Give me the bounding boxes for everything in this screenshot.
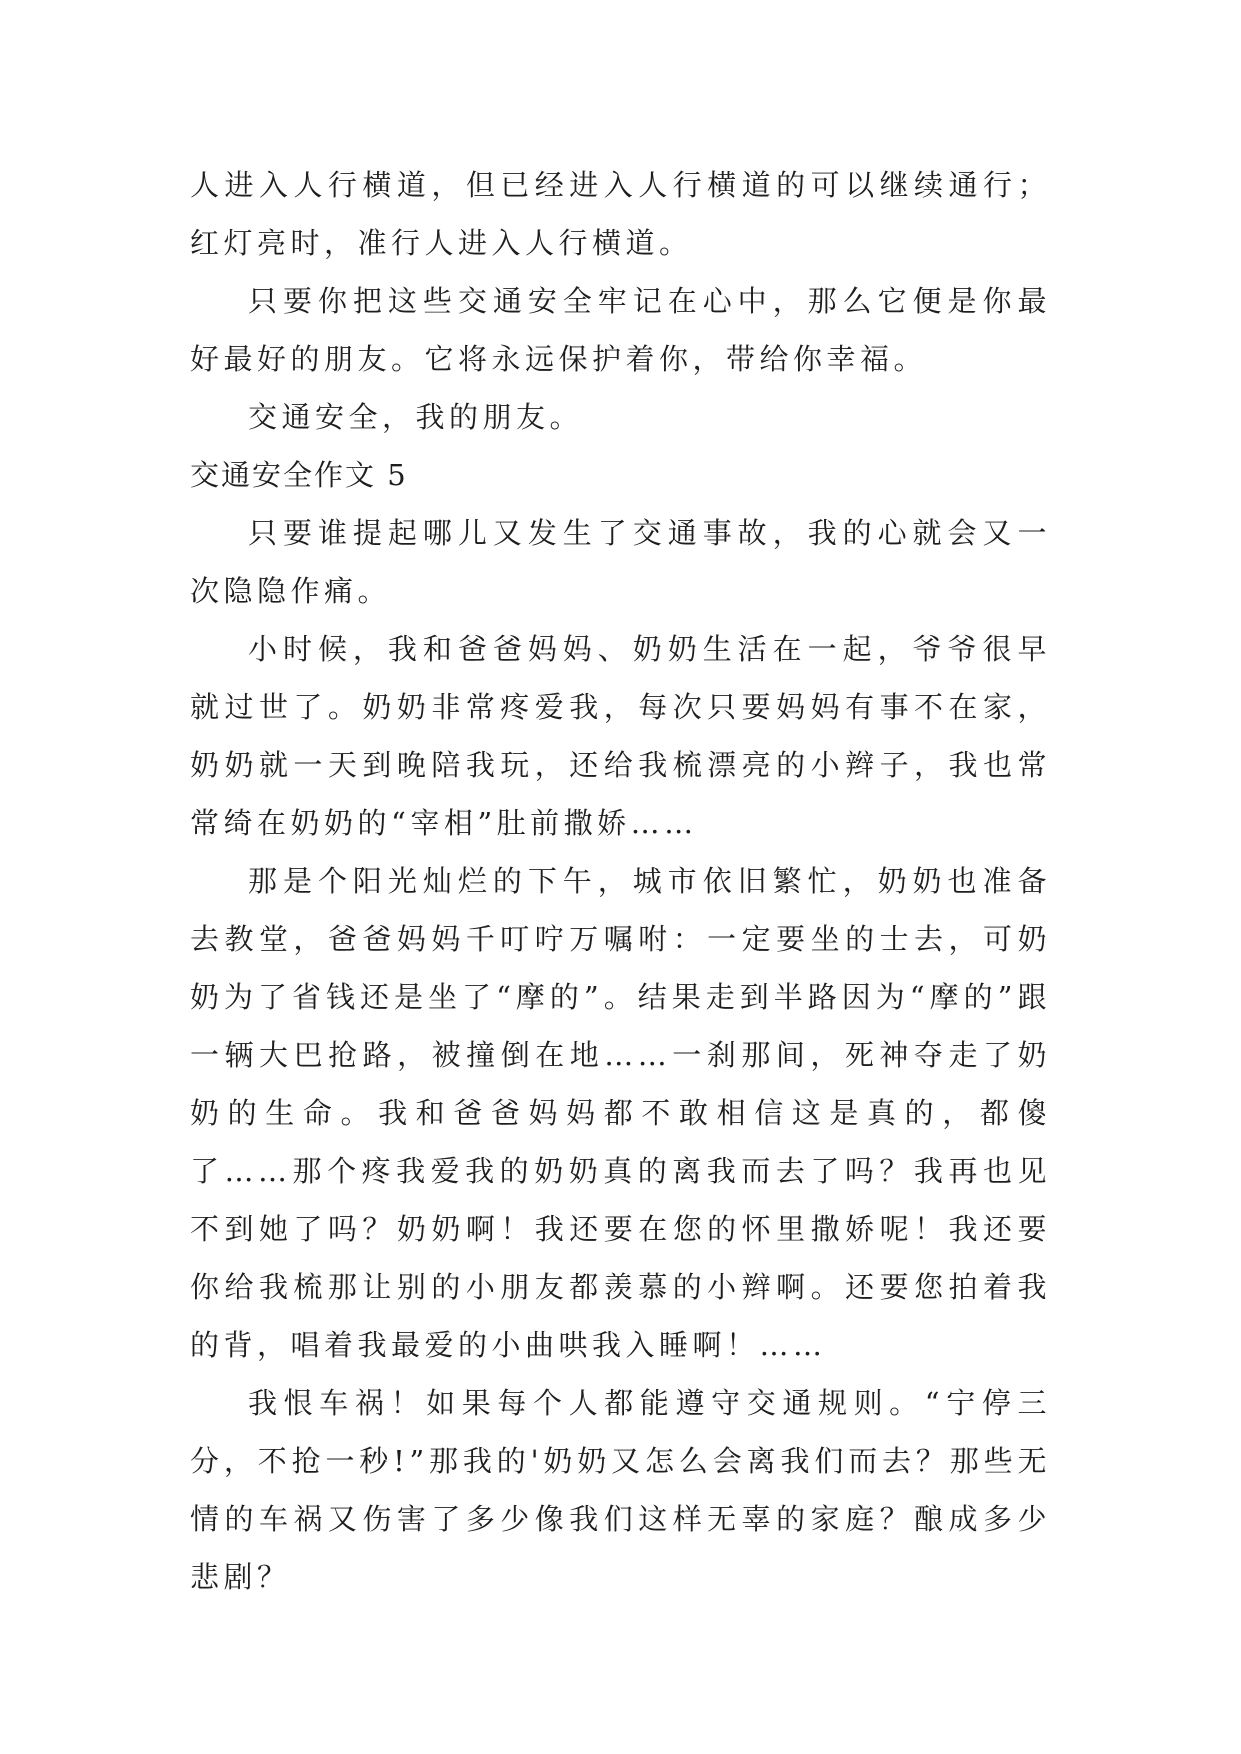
paragraph: 小时候，我和爸爸妈妈、奶奶生活在一起，爷爷很早就过世了。奶奶非常疼爱我，每次只要妈妈有事不在家，奶奶就一天到晚陪我玩，还给我梳漂亮的小辫子，我也常常绮在奶奶的“宰相”肚前撒娇……: [190, 632, 1051, 840]
paragraph: 我恨车祸！如果每个人都能遵守交通规则。“宁停三分，不抢一秒!”那我的'奶奶又怎么会离我们而去？那些无情的车祸又伤害了多少像我们这样无辜的家庭？酿成多少悲剧？: [190, 1386, 1051, 1594]
paragraph: 只要你把这些交通安全牢记在心中，那么它便是你最好最好的朋友。它将永远保护着你，带给你幸福。: [190, 284, 1051, 376]
paragraph: 交通安全，我的朋友。: [248, 400, 584, 434]
section-heading: 交通安全作文 5: [190, 458, 408, 492]
paragraph: 那是个阳光灿烂的下午，城市依旧繁忙，奶奶也准备去教堂，爸爸妈妈千叮咛万嘱咐：一定要坐的士去，可奶奶为了省钱还是坐了“摩的”。结果走到半路因为“摩的”跟一辆大巴抢路，被撞倒在地……一刹那间，死神夺走了奶奶的生命。我和爸爸妈妈都不敢相信这是真的，都傻了……那个疼我爱我的奶奶真的离我而去了吗？我再也见不到她了吗？奶奶啊！我还要在您的怀里撒娇呢！我还要你给我梳那让别的小朋友都羡慕的小辫啊。还要您拍着我的背，唱着我最爱的小曲哄我入睡啊！……: [190, 864, 1051, 1362]
paragraph-continuation: 人进入人行横道，但已经进入人行横道的可以继续通行；红灯亮时，准行人进入人行横道。: [190, 168, 1051, 260]
paragraph: 只要谁提起哪儿又发生了交通事故，我的心就会又一次隐隐作痛。: [190, 516, 1051, 608]
